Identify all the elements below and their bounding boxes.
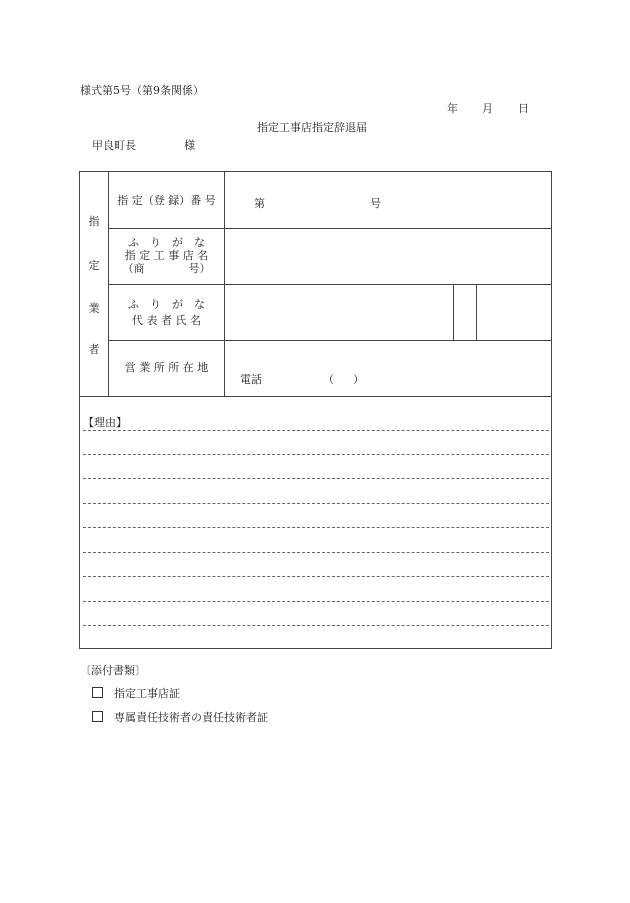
reason-divider (80, 396, 552, 397)
registration-number-prefix: 第 (254, 197, 265, 210)
side-label-char: 業 (88, 302, 100, 315)
reason-line (83, 601, 549, 602)
reason-line (83, 552, 549, 553)
reason-line (83, 625, 549, 626)
registration-number-label: 指 定（登 録）番 号 (117, 194, 216, 207)
representative-name-label: 代 表 者 氏 名 (132, 314, 201, 327)
store-name-label: 指 定 工 事 店 名 (124, 249, 209, 262)
seal-box (455, 286, 474, 338)
reason-line (83, 527, 549, 528)
reason-line (83, 576, 549, 577)
registration-number-field[interactable] (276, 188, 366, 212)
reason-line (83, 478, 549, 479)
attachments-heading: 〔添付書類〕 (80, 664, 146, 677)
store-name-furigana: ふ り が な (128, 236, 205, 249)
side-label-char: 者 (88, 343, 100, 356)
phone-paren-open: （ (323, 373, 334, 386)
phone-paren-close: ） (353, 373, 364, 386)
registration-number-suffix: 号 (370, 197, 381, 210)
attachment-checkbox-2[interactable] (92, 711, 103, 722)
attachment-item-2: 専属責任技術者の責任技術者証 (114, 711, 268, 724)
side-label-char: 定 (88, 259, 100, 272)
reason-line (83, 454, 549, 455)
attachment-item-1: 指定工事店証 (114, 687, 180, 700)
representative-furigana: ふ り が な (128, 298, 205, 311)
reason-line (83, 503, 549, 504)
store-name-field[interactable] (228, 232, 546, 280)
date-day: 日 (518, 102, 529, 115)
side-label-char: 指 (88, 215, 100, 228)
attachment-checkbox-1[interactable] (92, 687, 103, 698)
date-month: 月 (482, 102, 493, 115)
phone-field[interactable] (337, 368, 351, 386)
addressee-honorific: 様 (184, 139, 195, 152)
form-title: 指定工事店指定辞退届 (257, 121, 367, 134)
business-address-field[interactable] (228, 344, 546, 364)
reason-line (83, 430, 549, 431)
store-name-sublabel: （商 号） (122, 262, 211, 275)
representative-name-field[interactable] (228, 288, 448, 336)
seal-divider-right (476, 284, 477, 340)
phone-label: 電話 (240, 373, 262, 386)
application-table (79, 171, 552, 649)
business-address-label: 営 業 所 所 在 地 (124, 361, 209, 374)
addressee-name: 甲良町長 (92, 139, 136, 152)
row-divider-2 (108, 284, 552, 285)
seal-divider-left (453, 284, 454, 340)
date-year: 年 (447, 102, 458, 115)
form-number: 様式第5号（第9条関係） (80, 84, 204, 97)
reason-label: 【理由】 (83, 416, 127, 429)
row-divider-3 (108, 340, 552, 341)
row-divider-1 (108, 228, 552, 229)
